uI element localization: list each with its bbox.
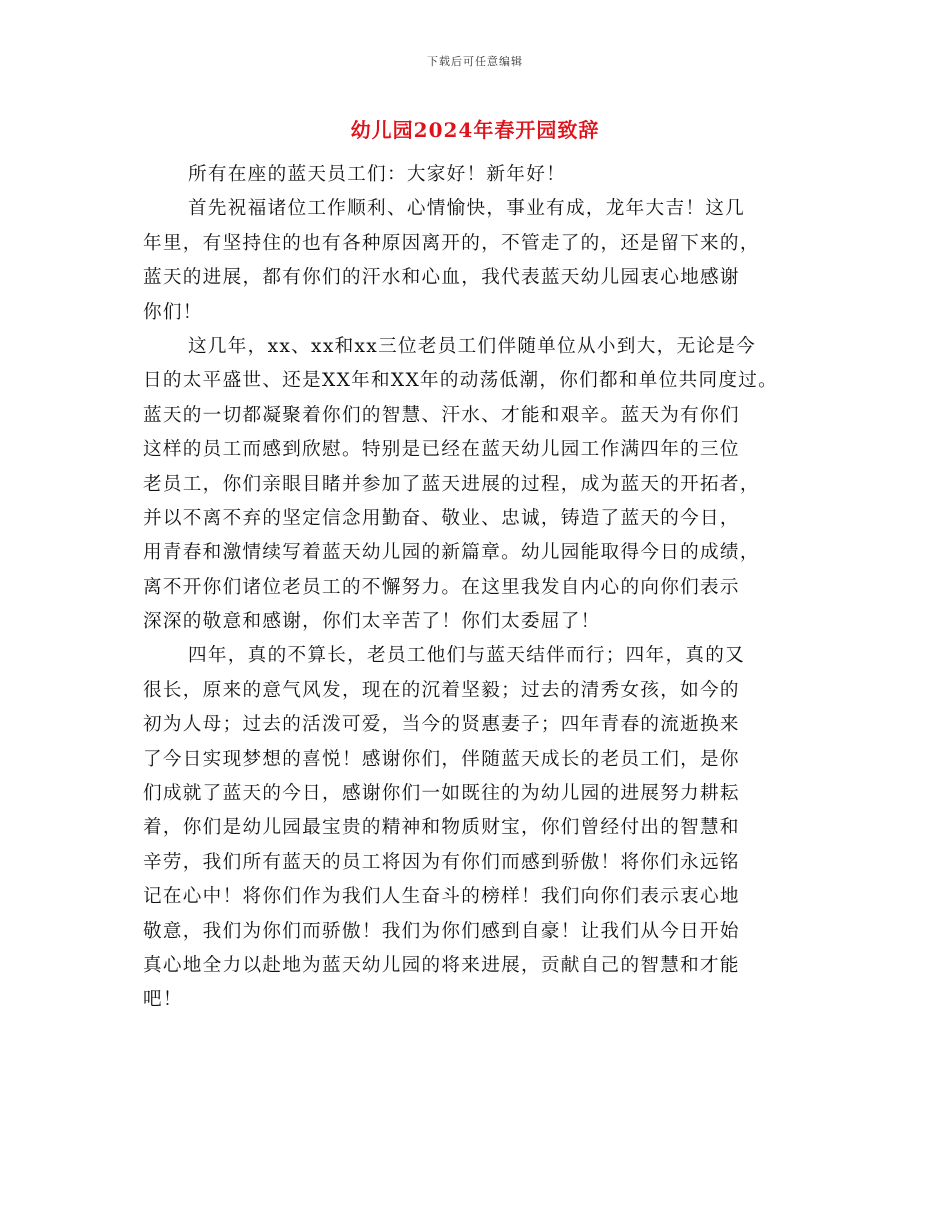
document-body [143,158,833,1018]
paragraph-line: 真心地全力以赴地为蓝天幼儿园的将来进展，贡献自己的智慧和才能 [143,954,740,976]
paragraph-line: 这几年，xx、xx和xx三位老员工们伴随单位从小到大，无论是今 [188,335,757,357]
paragraph-line: 初为人母；过去的活泼可爱，当今的贤惠妻子；四年青春的流逝换来 [143,714,740,736]
paragraph-greeting [143,158,833,192]
paragraph-line: 辛劳，我们所有蓝天的员工将因为有你们而感到骄傲！将你们永远铭 [143,851,740,873]
paragraph-line: 用青春和激情续写着蓝天幼儿园的新篇章。幼儿园能取得今日的成绩， [143,542,760,564]
paragraph-line: 你们！ [143,301,203,323]
paragraph-line: 们成就了蓝天的今日，感谢你们一如既往的为幼儿园的进展努力耕耘 [143,783,740,805]
page-header-note: 下载后可任意编辑 [427,55,523,68]
paragraph-line: 首先祝福诸位工作顺利、心情愉快，事业有成，龙年大吉！这几 [188,198,746,220]
paragraph-line: 老员工，你们亲眼目睹并参加了蓝天进展的过程，成为蓝天的开拓者， [143,473,760,495]
paragraph-line: 很长，原来的意气风发，现在的沉着坚毅；过去的清秀女孩，如今的 [143,679,740,701]
paragraph-line: 年里，有坚持住的也有各种原因离开的，不管走了的，还是留下来的， [143,232,760,254]
paragraph-line: 四年，真的不算长，老员工他们与蓝天结伴而行；四年，真的又 [188,645,746,667]
document-title: 幼儿园2024年春开园致辞 [350,118,600,142]
paragraph-line: 深深的敬意和感谢，你们太辛苦了！你们太委屈了！ [143,611,601,633]
paragraph-line: 日的太平盛世、还是XX年和XX年的动荡低潮，你们都和单位共同度过。 [143,370,779,392]
paragraph-line: 所有在座的蓝天员工们：大家好！新年好！ [188,164,566,185]
paragraph-line: 这样的员工而感到欣慰。特别是已经在蓝天幼儿园工作满四年的三位 [143,439,740,461]
paragraph-line: 蓝天的一切都凝聚着你们的智慧、汗水、才能和艰辛。蓝天为有你们 [143,404,740,426]
paragraph-line: 并以不离不弃的坚定信念用勤奋、敬业、忠诚，铸造了蓝天的今日， [143,507,740,529]
paragraph-line: 蓝天的进展，都有你们的汗水和心血，我代表蓝天幼儿园衷心地感谢 [143,267,740,289]
paragraph-thanks [143,192,833,330]
paragraph-line: 吧！ [143,989,183,1011]
paragraph-line: 敬意，我们为你们而骄傲！我们为你们感到自豪！让我们从今日开始 [143,920,740,942]
paragraph-four-years [143,639,833,1017]
paragraph-line: 了今日实现梦想的喜悦！感谢你们，伴随蓝天成长的老员工们，是你 [143,748,740,770]
paragraph-line: 着，你们是幼儿园最宝贵的精神和物质财宝，你们曾经付出的智慧和 [143,817,740,839]
paragraph-line: 离不开你们诸位老员工的不懈努力。在这里我发自内心的向你们表示 [143,576,740,598]
paragraph-line: 记在心中！将你们作为我们人生奋斗的榜样！我们向你们表示衷心地 [143,886,740,908]
paragraph-veterans [143,330,833,640]
